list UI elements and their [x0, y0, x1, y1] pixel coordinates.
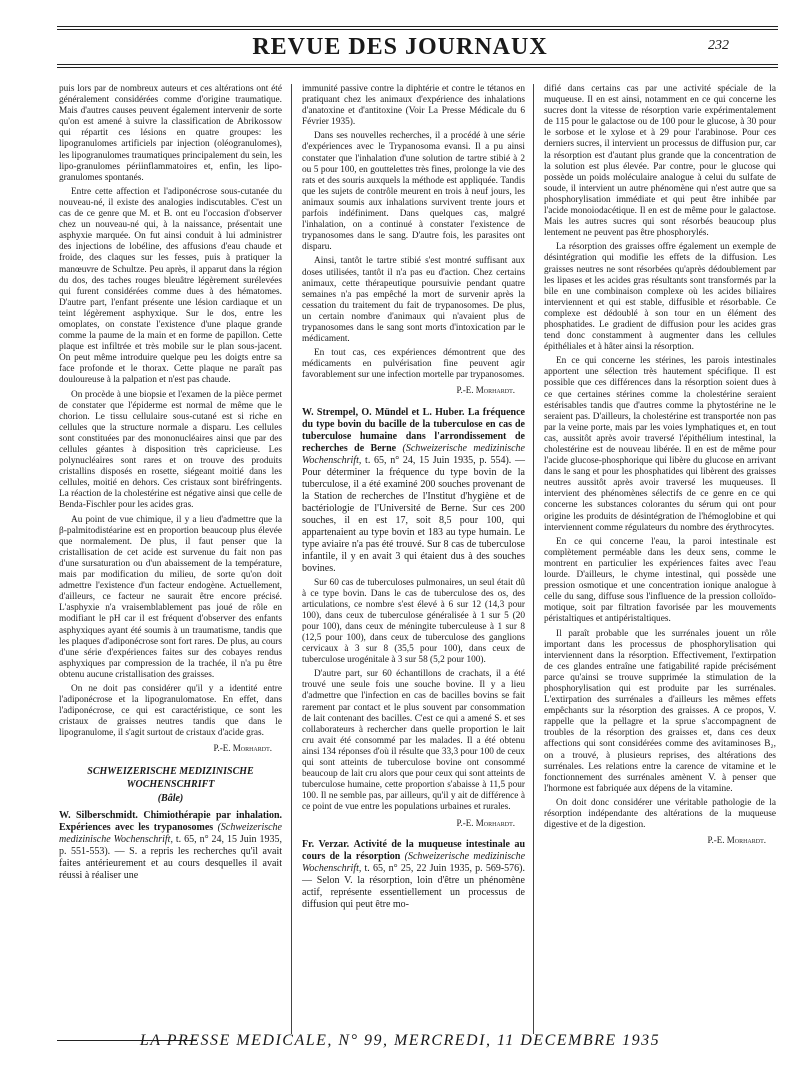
- paragraph: Entre cette affection et l'adiponécrose sous-cutanée du nouveau-né, il existe des analogies indiscutables. C'est un cas de ce genre que M. et B. ont eu l'occasion d'observer chez un nouveau-né qui, à la naissance, présentait une asphyxie marquée. On fut ainsi conduit à lui administrer des injections de lobéline, des affusions d'eau chaude et froide, des claques sur les fesses, puis à pratiquer la manœuvre de Schultze. Peu après, il apparut dans la région du dos, des taches rouges bleuâtre légèrement surélevées qui furent considérées comme dues à des hématomes. D'autre part, l'enfant présente une lésion cardiaque et un teint légèrement asphyxique. Sur le dos, entre les omoplates, on constate l'existence d'une plaque grande comme la paume de la main et en forme de papillon. Cette plaque est infiltrée et très mobile sur le plan sous-jacent. On peut même introduire quelque peu les doigts entre sa face profonde et le thorax. Cette plaque ne paraît pas douloureuse à la palpation et n'est pas chaude.: [59, 186, 282, 386]
- signature-name: Morhardt.: [475, 385, 515, 396]
- author-signature: [544, 835, 776, 846]
- author-signature: [302, 385, 525, 396]
- paragraph: Il paraît probable que les surrénales jouent un rôle important dans les processus de phosphorylisation qui interviennent dans la résorption. Effectivement, l'extirpation de ces glandes entraîne une fatigabilité rapide précisément parce qu'ainsi se trouve supprimée la stimulation de la phosphorylisation qui est produite par les surrénales. L'extirpation des surrénales a d'ailleurs les mêmes effets empêchants sur la résorption des graisses. A ce propos, V. rappelle que la pellagre et la sprue s'accompagnent de troubles de la résorption des graisses et, dans ces deux affections qui sont considérées comme des avitaminoses B₂, on a trouvé, à plusieurs reprises, des altérations des surrénales. Les relations entre la carence de vitamine et le fonctionnement des surrénales amènent V. à penser que l'hormone est fabriquée aux dépens de la vitamine.: [544, 628, 776, 794]
- journal-section-title: SCHWEIZERISCHE MEDIZINISCHE WOCHENSCHRIFT: [87, 765, 254, 790]
- column-divider: [533, 84, 534, 1034]
- article-reference: t. 65, n° 25, 22 Juin 1935, p. 569-576). — Selon V. la résorption, loin d'être un phénomène actif, représente essentiellement un processus de diffusion qui peut être mo-: [302, 862, 525, 910]
- page-number: 232: [708, 38, 729, 53]
- column-middle: [302, 84, 525, 914]
- header-top-rule-2: [57, 29, 778, 30]
- paragraph: Ainsi, tantôt le tartre stibié s'est montré suffisant aux doses utilisées, tantôt il n'a pas eu d'action. Chez certains animaux, cette thérapeutique poursuivie pendant quatre semaines n'a pas empêché la mort de survenir après la cessation du traitement du fait de trypanosomes. De plus, un certain nombre d'animaux qui n'avaient plus de trypanosomes dans le sang sont morts d'intoxication par le médicament.: [302, 256, 525, 345]
- article-title: Activité de la muqueuse intestinale au cours de la résorption: [302, 838, 526, 862]
- article-reference: t. 65, n° 24, 15 Juin 1935, p. 551-553). — S. a repris les recherches qu'il avait faites antérieurement et au cours desquelles il avait réussi à réaliser une: [59, 833, 283, 881]
- signature-name: Morhardt.: [726, 835, 766, 846]
- signature-name: Morhardt.: [232, 743, 272, 754]
- article-heading: [59, 810, 282, 882]
- paragraph: Sur 60 cas de tuberculoses pulmonaires, un seul était dû à ce type bovin. Dans le cas de tuberculose des os, des articulations, ce nombre s'est élevé à 6 sur 12 (14,3 pour 100), dans ceux de tuberculose généralisée à 1 sur 5 (20 pour 100), dans ceux de méningite tuberculeuse à 1 sur 8 (12,5 pour 100), dans ceux de tuberculose des ganglions cervicaux à 3 sur 8 (35,5 pour 100), dans ceux de tuberculose urogénitale à 3 sur 58 (5,2 pour 100).: [302, 577, 525, 666]
- header-bottom-rule-2: [57, 67, 778, 68]
- paragraph: En tout cas, ces expériences démontrent que des médicaments en pulvérisation fine peuvent agir favorablement sur une infection mortelle par trypanosomes.: [302, 348, 525, 381]
- article-source: (Schweizerische medizinische Wochenschrift,: [302, 850, 526, 874]
- signature-name: Morhardt.: [475, 817, 515, 828]
- article-heading: [302, 407, 525, 575]
- column-right: [544, 84, 776, 856]
- article-author: Fr. Verzar.: [302, 838, 350, 850]
- author-signature: [59, 743, 282, 754]
- article-heading: [302, 839, 525, 911]
- signature-initials: P.-E.: [707, 835, 725, 846]
- journal-header-title: REVUE DES JOURNAUX: [252, 34, 548, 60]
- article-title: La fréquence du type bovin du bacille de la tuberculose en cas de tuberculose humaine dans l'arrondissement de recherches de Berne: [302, 406, 525, 454]
- paragraph: Au point de vue chimique, il y a lieu d'admettre que la β-palmitodistéarine est en proportion beaucoup plus élevée que normalement. De plus, il faut penser que la cristallisation de cet acide est survenue du fait non pas d'une sursaturation ou d'un abaissement de la température, mais par modification du milieu, de sorte qu'on doit admettre l'existence d'un facteur endogène. Actuellement, d'ailleurs, ce facteur ne saurait être encore précisé. L'asphyxie n'a vraisemblablement pas joué de rôle en modifiant le pH car il est fréquent d'observer des enfants asphyxiques ayant été soumis à un traumatisme, tandis que les plaques d'adiponécrose sont fort rares. De plus, au cours d'une série d'expériences faites sur des cobayes rendus asphyxiques par compression de la trachée, il n'a pu être obtenu aucune cristallisation des graisses.: [59, 514, 282, 680]
- paragraph: puis lors par de nombreux auteurs et ces altérations ont été généralement considérées comme d'origine traumatique. Mais d'autres causes peuvent également intervenir de sorte qu'on est amené à suivre la classification de Abrikossow qui répartit ces lésions en quatre groupes: les lipogranulomes artificiels par injection (oléogranulomes), les lipogranulomes traumatiques principalement du sein, les lipo-granulomes périinflammatoires et, enfin, les lipo-granulomes spontanés.: [59, 84, 282, 183]
- paragraph: Dans ses nouvelles recherches, il a procédé à une série d'expériences avec le Trypanosoma evansi. Il a pu ainsi constater que l'inhalation d'une solution de tartre stibié à 2 ou 5 pour 100, en gouttelettes très fines, prolonge la vie des rats et des souris auxquels la méthode est appliquée. Tandis que les sujets de contrôle meurent en trois à neuf jours, les animaux soumis aux inhalations survivent trente jours et parfois indéfiniment. Dans quelques cas, malgré l'inhalation, on a continué à constater l'existence de trypanosomes dans le sang. D'autre fois, les parasites ont disparu.: [302, 131, 525, 253]
- signature-initials: P.-E.: [456, 385, 474, 396]
- article-author: W. Strempel, O. Mündel et L. Huber.: [302, 406, 465, 418]
- article-title: Chimiothérapie par inhalation. Expériences avec les trypanosomes: [59, 809, 283, 833]
- signature-initials: P.-E.: [213, 743, 231, 754]
- paragraph: D'autre part, sur 60 échantillons de crachats, il a été trouvé une seule fois une souche bovine. Il y a lieu d'admettre que l'infection en cas de bacilles bovins se fait rarement par contact et le plus souvent par consommation de lait contenant des bacilles. C'est ce qui a amené S. et ses collaborateurs à rechercher dans quelle proportion le lait cru avait été consommé par les malades. Il a été obtenu ainsi 134 réponses d'où il résulte que 33,3 pour 100 de ceux qui sont atteints de tuberculose bovine ont consommé beaucoup de lait cru alors que pour ceux qui sont atteints de tuberculose humaine, cette proportion s'abaisse à 11,5 pour 100. Il ne semble pas, par ailleurs, qu'il y ait de différence à ce point de vue entre les populations urbaines et rurales.: [302, 669, 525, 813]
- paragraph: En ce qui concerne l'eau, la paroi intestinale est complètement perméable dans les deux sens, comme le montrent en particulier les expériences faites avec l'eau lourde. D'ailleurs, le chyme intestinal, qui possède une pression osmotique et une concentration ionique analogue à celle du sang, diffuse sous l'influence de la pression colloïdo-motique, soit par filtration favorisée par les mouvements péristaltiques et antipéristaltiques.: [544, 536, 776, 625]
- column-left: [59, 84, 282, 885]
- header-bottom-rule: [57, 64, 778, 65]
- signature-initials: P.-E.: [456, 817, 474, 828]
- paragraph: On doit donc considérer une véritable pathologie de la résorption indépendante des altérations de la muqueuse digestive et de la digestion.: [544, 797, 776, 831]
- paragraph: En ce qui concerne les stérines, les parois intestinales apportent une sélection très hautement spécifique. Il est possible que ces différences dans la résorption soient dues à ce que certaines stérines comme la cholestérine seraient estérisables tandis que d'autres comme la phytostérine ne le seraient pas. D'ailleurs, la cholestérine est transportée non pas par la veine porte, mais par les voies lymphatiques et, en tout cas, aussitôt après avoir traversé l'épithélium intestinal, la cholestérine est de nouveau libérée. Il en est de même pour l'acide glucose-phosphorique qui libère du glucose en arrivant dans le sang et pour les phosphatides qui libèrent des graisses neutres aussitôt après avoir traversé les muqueuses. Il intervient des phénomènes sélectifs de ce genre en ce qui concerne les substances colorantes du sérum qui ont pour origine les produits de désintégration de l'hémoglobine et qui interviennent comme régulateurs du nombre des érythrocytes.: [544, 356, 776, 533]
- journal-section-city: (Bâle): [157, 792, 184, 804]
- article-author: W. Silberschmidt.: [59, 809, 138, 821]
- column-divider: [291, 84, 292, 1034]
- article-source: (Schweizerische medizinische Wochenschrift,: [302, 442, 525, 466]
- paragraph: On ne doit pas considérer qu'il y a identité entre l'adiponécrose et la lipogranulomatose. En effet, dans l'adiponécrose, ce qui est caractéristique, ce sont les cristaux de graisses neutres tandis que dans le lipogranulome, il s'agit surtout de cristaux d'acide gras.: [59, 683, 282, 739]
- author-signature: [302, 818, 525, 829]
- paragraph: difié dans certains cas par une activité spéciale de la muqueuse. Il en est ainsi, notamment en ce qui concerne les sucres dont la vitesse de résorption varie expérimentalement de 115 pour le galactose ou de 100 pour le glucose, à 30 pour le sorbose et le xylose et à 29 pour l'arabinose. Pour ces derniers sucres, il intervient un processus de diffusion pur, car la résorption est d'autant plus grande que la concentration de la solution est plus élevée. Par contre, pour le glucose qui possède un poids moléculaire analogue à celui du sulfate de soude, il intervient un autre phénomène qui n'est autre que sa phosphorylisation immédiate et qui peut être inhibée par l'acide monoiodacétique. Il en est de même pour le galactose. Mais les autres sucres qui sont résorbés beaucoup plus lentement ne peuvent pas être phosphorylés.: [544, 84, 776, 239]
- article-source: (Schweizerische medizinische Wochenschrift,: [59, 821, 282, 845]
- paragraph: immunité passive contre la diphtérie et contre le tétanos en pratiquant chez les animaux d'expérience des inhalations d'anatoxine et d'antitoxine (Voir La Presse Médicale du 6 Février 1935).: [302, 84, 525, 128]
- paragraph: La résorption des graisses offre également un exemple de désintégration qui modifie les effets de la diffusion. Les graisses neutres ne sont résorbées qu'après dédoublement par les lipases et les acides gras résultants sont transformés par la bile en une combinaison complexe où les acides biliaires interviennent et qui est stable, diffusible et résorbable. Ce complexe est dédoublé à son tour en un élément des phosphatides. Le gradient de diffusion pour les acides gras tend donc constamment à augmenter dans les cellules épithéliales et à hâter ainsi la résorption.: [544, 242, 776, 353]
- header-top-rule: [57, 26, 778, 27]
- journal-footer: LA PRESSE MEDICALE, N° 99, MERCREDI, 11 DECEMBRE 1935: [139, 1032, 661, 1049]
- article-reference: t. 65, n° 24, 15 Juin 1935, p. 554). — Pour déterminer la fréquence du type bovin de la tuberculose, il a été examiné 200 souches provenant de la Station de recherches de l'Institut d'hygiène et de bactériologie de l'Université de Berne. Sur ces 200 souches, il en est 17, soit 8,5 pour 100, qui appartenaient au type bovin et 183 au type humain. Le type aviaire n'a pas été trouvé. Sur 8 cas de tuberculose infantile, il y en avait 3 qui étaient dus à des souches bovines.: [302, 454, 525, 574]
- paragraph: On procède à une biopsie et l'examen de la pièce permet de constater que l'épiderme est normal de même que le chorion. Le tissu cellulaire sous-cutané est si riche en cellules que la structure normale a disparu. Les cellules sont constituées par des mononucléaires ainsi que par des cellules géantes à disposition très capricieuse. Les polynucléaires sont rares et on trouve des produits cristallins disposés en rosette, siégeant moitié dans les cellules, moitié en dehors. Ces cristaux sont biréfringents. La réaction de la cholestérine est négative ainsi que celle de Benda-Fischler pour les acides gras.: [59, 389, 282, 511]
